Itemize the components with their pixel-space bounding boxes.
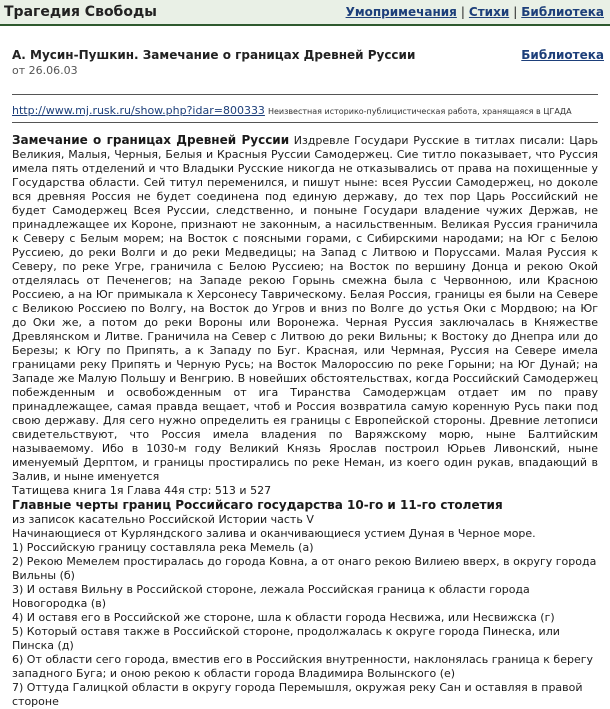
nav-link-stikhi[interactable]: Стихи — [468, 5, 510, 19]
section-intro: Начинающиеся от Курляндского залива и оканчивающиеся устием Дуная в Черное море. — [12, 527, 536, 540]
nav-separator: | — [460, 5, 465, 19]
list-item: 2) Рекою Мемелем простиралась до города Ковна, а от онаго рекою Вилиею вверх, в округу города Вильны (б) — [12, 555, 597, 582]
list-item: 3) И оставя Вильну в Российской стороне, лежала Российская граница к области города Новогородка (в) — [12, 583, 530, 610]
article-paragraph: Издревле Государи Русские в титлах писали: Царь Великия, Малыя, Черныя, Белыя и Красныя Руссии Самодержец. Сие титло показывает, что Руссия имела пять отделений и что Владыки Русские никогда не отказывались от права на похищенные у Государства области. Сей титул переменился, и пишут ныне: всея Руссии Самодержец, но доколе вся древняя Россия не будет соединена под единую державу, до тех пор Царь Российский не будет Самодержец Всея Руссии, следственно, и поныне Государи владение чужих Держав, не принадлежащее их Короне, признают не законным, а насильственным. Великая Руссия граничила к Северу с Белым морем; на Восток с поясными горами, с Сибирскими народами; на Юг с Белою Руссиею, до реки Волги и до реки Медведицы; на Запад с Литвою и Поруссами. Малая Руссия к Северу, по реке Угре, граничила с Белою Руссиею; на Восток по вершину Донца и рекою Окой отделялась от Печенегов; на Западе рекою Горынь смежна была с Червонною, или Красною Россиею, а на Юг примыкала к Херсонесу Таврическому. Белая Россия, границы ея были на Севере с Великою Россиею по Волгу, на Восток до Угров и вниз по Волге до устья Оки с Мордвою; на Юг до Оки же, а потом до реки Вороны или Воронежа. Черная Руссия заключалась в Княжестве Древлянском и Литве. Граничила на Север с Литвою до реки Вильны; к Востоку до Днепра или до Березы; к Югу по Припять, а к Западу по Буг. Красная, или Чермная, Руссия на Севере имела границами реку Припять и Черную Русь; на Восток Малороссию по реке Горыни; на Юг Дунай; на Западе же Малую Польшу и Венгрию. В новейших обстоятельствах, когда Российский Самодержец побежденным и освобожденным от ига Тиранства Самодержцам отдает им по праву принадлежащее, самая правда вещает, чтоб и Россия возвратила самую коренную Русь паки под свою державу. Для сего нужно определить ея границы с Европейской стороны. Древние летописи свидетельствуют, что Россия имела владения по Варяжскому морю, ныне Балтийским называемому. Ибо в 1030-м году Великий Князь Ярослав построил Юрьев Ливонский, ныне именуемый Дерптом, и границы простирались по реке Неман, из коего один рукав, впадающий в Залив, и ныне именуется — [12, 134, 598, 483]
site-title: Трагедия Свободы — [4, 4, 157, 20]
article-body — [12, 133, 598, 484]
list-item: 5) Который оставя также в Российской стороне, продолжалась к округе города Пинеска, или Пинска (д) — [12, 625, 560, 652]
source-note: Неизвестная историко-публицистическая работа, хранящаяся в ЦГАДА — [267, 107, 572, 116]
citation: Татищева книга 1я Глава 44я стр: 513 и 527 — [12, 484, 272, 497]
nav-link-umoprimechaniya[interactable]: Умопримечания — [345, 5, 457, 19]
article-header — [12, 48, 604, 62]
top-nav — [346, 5, 604, 19]
list-item: 4) И оставя его в Российской же стороне, шла к области города Несвижа, или Несвижска (г) — [12, 611, 555, 624]
nav-separator: | — [513, 5, 518, 19]
divider — [12, 122, 598, 123]
section-title: Главные черты границ Российсаго государства 10-го и 11-го столетия — [12, 498, 503, 512]
list-item: 6) От области сего города, вместив его в Российския внутренности, наклонялась граница к берегу западного Буга; и оною рекою к области города Владимира Волынского (е) — [12, 653, 594, 680]
article-date: от 26.06.03 — [12, 64, 78, 77]
source-link[interactable]: http://www.mj.rusk.ru/show.php?idar=800333 — [12, 104, 265, 117]
nav-link-biblioteka[interactable]: Библиотека — [521, 5, 604, 19]
top-bar — [0, 0, 610, 26]
library-link[interactable]: Библиотека — [521, 48, 604, 62]
article-container — [0, 48, 610, 709]
list-item: 1) Российскую границу составляла река Мемель (а) — [12, 541, 314, 554]
section-source: из записок касательно Российской Истории часть V — [12, 513, 314, 526]
article-lead: Замечание о границах Древней Руссии — [12, 133, 290, 147]
list-item: 7) Оттуда Галицкой области в округу города Перемышля, окружая реку Сан и оставляя в правой стороне — [12, 681, 583, 708]
article-title: А. Мусин-Пушкин. Замечание о границах Древней Руссии — [12, 48, 416, 62]
divider — [12, 94, 598, 95]
source-row — [12, 104, 598, 117]
